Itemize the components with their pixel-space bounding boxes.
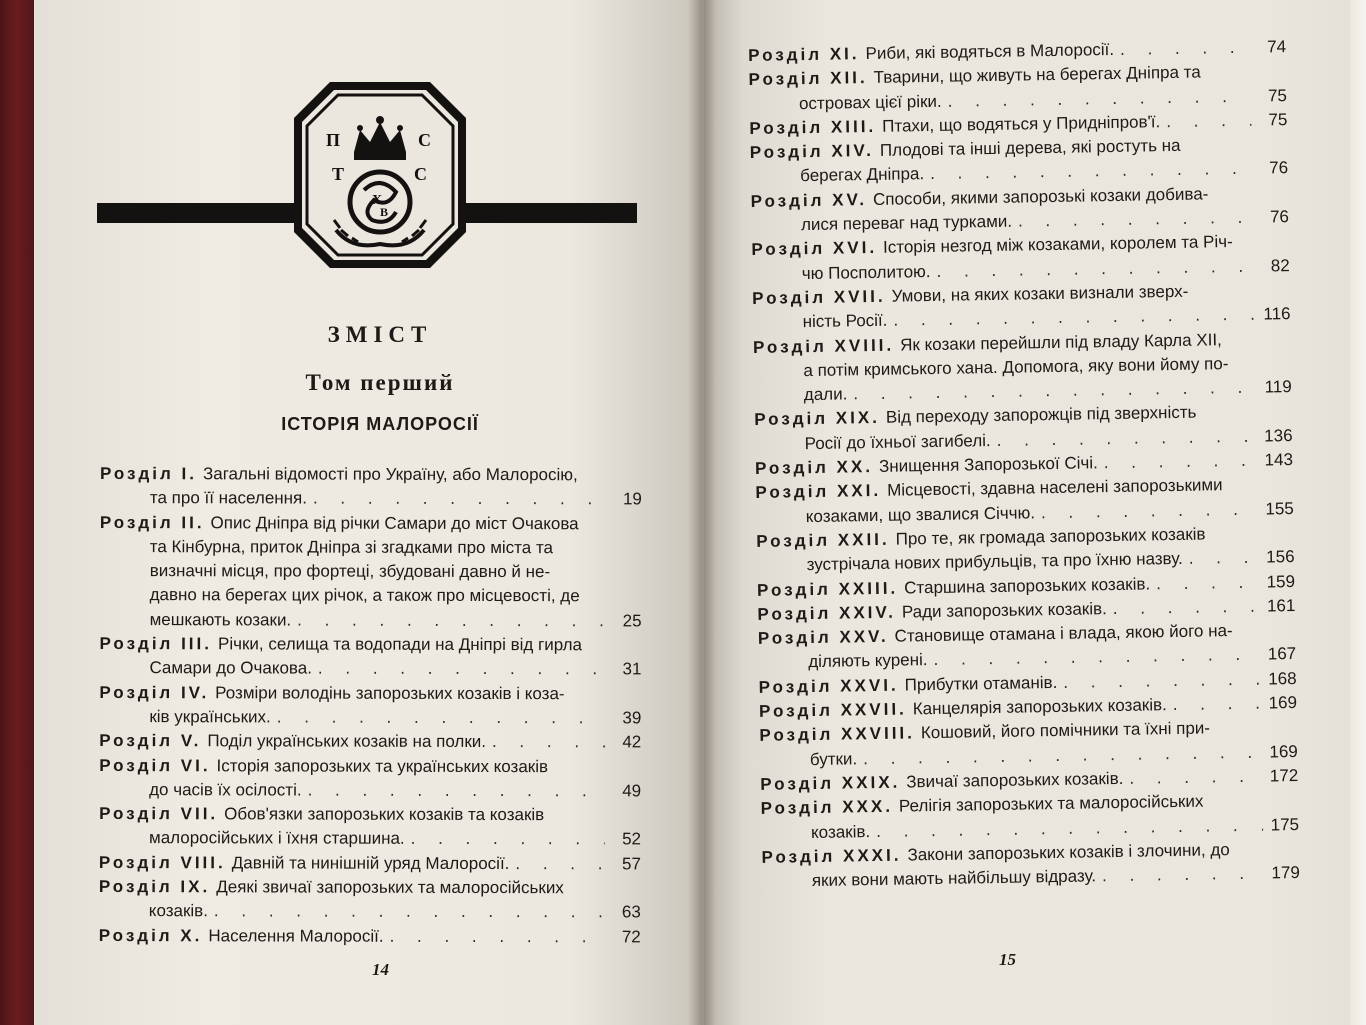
toc-entry: [99, 875, 641, 925]
toc-entry: [760, 788, 1299, 846]
chapter-title-text: лися переваг над турками.: [800, 211, 1013, 235]
chapter-title-text: Історія незгод між козаками, королем та Річ-: [882, 232, 1233, 258]
dot-leader: [1063, 667, 1261, 694]
page-ref: 72: [621, 927, 641, 947]
page-ref: 42: [622, 732, 642, 752]
seal-letter: С: [418, 130, 431, 150]
toc-entry: [758, 618, 1297, 676]
toc-line: [99, 875, 641, 901]
dot-leader: [1166, 109, 1251, 134]
chapter-title-text: Давній та нинішній уряд Малоросії.: [231, 853, 510, 873]
chapter-title-text: Історія запорозьких та українських козаків: [216, 755, 549, 776]
chapter-title-text: діляють курені.: [808, 650, 928, 672]
chapter-title-text: Релігія запорозьких та малоросійських: [898, 791, 1204, 816]
page-ref: 119: [1264, 377, 1292, 397]
dot-leader: [1104, 449, 1258, 476]
chapter-title-text: Плодові та інші дерева, які ростуть на: [879, 136, 1181, 161]
toc-line: [99, 924, 641, 950]
dot-leader: [1129, 764, 1262, 790]
chapter-title-text: Риби, які водяться в Малоросії.: [865, 39, 1115, 64]
dot-leader: [214, 900, 605, 925]
toc-line: [99, 729, 641, 755]
toc-line: [99, 778, 641, 804]
dot-leader: [1113, 594, 1260, 620]
chapter-label: Розділ І.: [99, 464, 198, 484]
toc-entry: [99, 924, 641, 950]
chapter-label: Розділ ІІ.: [99, 512, 205, 532]
chapter-title-text: бутки.: [809, 748, 858, 769]
page-number-left: 14: [372, 960, 389, 979]
page-ref: 19: [622, 489, 642, 509]
dot-leader: [1120, 36, 1250, 62]
chapter-label: Розділ VI.: [99, 755, 211, 775]
page-ref: 168: [1268, 668, 1297, 689]
toc-line: [99, 632, 641, 658]
page-ref: 52: [622, 829, 642, 849]
chapter-title-text: Звичаї запорозьких козаків.: [906, 768, 1124, 792]
chapter-title-text: Умови, на яких козаки визнали зверх-: [891, 281, 1189, 306]
chapter-title-text: Прибутки отаманів.: [904, 672, 1058, 695]
chapter-label: Розділ XXIX.: [760, 772, 901, 794]
chapter-label: Розділ XVI.: [751, 238, 878, 260]
chapter-label: Розділ XIII.: [749, 116, 877, 138]
toc-line: [99, 656, 641, 682]
page-ref: 169: [1269, 741, 1298, 762]
chapter-title-text: Опис Дніпра від річки Самари до міст Очакова: [210, 512, 579, 533]
chapter-label: Розділ XXIII.: [756, 578, 899, 600]
toc-entry: [751, 229, 1290, 287]
dot-leader: [1156, 570, 1259, 596]
toc-entry: [759, 715, 1298, 773]
dot-leader: [313, 487, 606, 512]
toc-line: [99, 681, 641, 707]
dot-leader: [390, 924, 605, 949]
page-ref: 159: [1266, 571, 1296, 592]
chapter-label: Розділ XXII.: [756, 529, 890, 551]
dot-leader: [1018, 206, 1253, 234]
page-ref: 76: [1269, 207, 1290, 227]
toc-entry: [750, 181, 1289, 239]
toc-entry: [753, 327, 1292, 409]
page-ref: 25: [622, 611, 642, 631]
toc-line: [100, 535, 642, 561]
chapter-label: Розділ X.: [98, 925, 203, 945]
seal-letter: П: [326, 130, 341, 150]
chapter-label: Розділ XVIII.: [752, 335, 895, 357]
page-ref: 143: [1264, 450, 1294, 470]
page-ref: 116: [1263, 304, 1291, 324]
chapter-label: Розділ XXIV.: [757, 602, 897, 624]
toc-line: [99, 899, 641, 925]
chapter-title-text: Птахи, що водяться у Придніпров'ї.: [882, 112, 1161, 136]
page-ref: 63: [621, 902, 641, 922]
toc-entry: [756, 521, 1295, 579]
chapter-title-text: Росії до їхньої загибелі.: [804, 430, 991, 453]
dot-leader: [1173, 692, 1262, 717]
chapter-title-text: козаків.: [148, 901, 208, 921]
chapter-title-text: до часів їх осілості.: [149, 779, 302, 800]
toc-entry: [99, 729, 641, 755]
seal-letter: В: [380, 205, 389, 219]
chapter-label: Розділ XIX.: [754, 408, 881, 430]
chapter-title-text: Загальні відомості про Україну, або Малоросію,: [202, 464, 578, 485]
chapter-title-text: Ради запорозьких козаків.: [901, 598, 1107, 622]
chapter-title-text: Про те, як громада запорозьких козаків: [895, 524, 1206, 549]
chapter-title-text: зустрічала нових прибульців, та про їхню назву.: [806, 549, 1183, 575]
dot-leader: [308, 778, 606, 803]
toc-entry: [99, 754, 641, 804]
chapter-title-text: Знищення Запорозької Січі.: [878, 453, 1098, 476]
page-ref: 75: [1267, 85, 1288, 105]
toc-entry: [99, 851, 641, 877]
toc-line: [99, 826, 641, 852]
book-gutter: [688, 0, 716, 1025]
chapter-label: Розділ XXVI.: [758, 675, 899, 697]
toc-left-column: [99, 462, 642, 949]
chapter-title-text: козаками, що звалися Січчю.: [805, 502, 1036, 526]
chapter-title-text: Самари до Очакова.: [149, 658, 312, 678]
toc-line: [100, 511, 642, 537]
toc-line: [99, 851, 641, 877]
chapter-title-text: Кошовий, його помічники та їхні при-: [920, 718, 1211, 743]
chapter-title-text: Місцевості, здавна населені запорозькими: [886, 475, 1223, 501]
page-ref: 169: [1268, 693, 1298, 713]
page-ref: 161: [1266, 595, 1296, 616]
chapter-title-text: та про її населення.: [149, 488, 308, 508]
chapter-title-text: ність Росії.: [802, 310, 888, 332]
chapter-title-text: козаків.: [810, 821, 871, 842]
page-ref: 175: [1270, 814, 1300, 834]
page-ref: 179: [1271, 863, 1300, 883]
seal-letter: С: [414, 164, 427, 184]
chapter-title-text: Населення Малоросії.: [208, 925, 384, 946]
toc-entry: [100, 511, 642, 634]
chapter-label: Розділ ІІІ.: [99, 634, 213, 654]
cover-strip-right: [1350, 0, 1366, 1025]
toc-line: [100, 486, 642, 512]
chapter-title-text: берегах Дніпра.: [800, 164, 925, 186]
chapter-label: Розділ XXXI.: [761, 845, 902, 867]
chapter-title-text: малоросійських і їхня старшина.: [148, 828, 405, 849]
toc-entry: [100, 462, 642, 512]
toc-entry: [755, 472, 1294, 530]
toc-line: [99, 754, 641, 780]
chapter-label: Розділ XX.: [754, 457, 874, 478]
page-ref: 82: [1270, 255, 1290, 276]
chapter-title-text: Закони запорозьких козаків і злочини, до: [907, 839, 1230, 865]
chapter-title-text: Становище отамана і влада, якою його на-: [894, 621, 1233, 646]
toc-entry: [99, 802, 641, 852]
toc-entry: [99, 681, 641, 731]
chapter-label: Розділ XXV.: [757, 626, 889, 649]
dot-leader: [515, 852, 605, 876]
toc-line: [99, 705, 641, 731]
chapter-label: Розділ IX.: [98, 877, 211, 897]
page-ref: 76: [1269, 158, 1289, 178]
page-ref: 167: [1267, 644, 1297, 664]
dot-leader: [277, 705, 606, 730]
toc-entry: [750, 132, 1289, 190]
chapter-title-text: островах цієї ріки.: [798, 91, 942, 113]
chapter-title-text: дали.: [803, 384, 848, 405]
chapter-title-text: та Кінбурна, приток Дніпра зі згадками про міста та: [149, 537, 554, 558]
chapter-title-text: Поділ українських козаків на полки.: [207, 731, 487, 752]
page-number-right: 15: [999, 950, 1016, 969]
seal-letter: Т: [332, 164, 345, 184]
page-ref: 172: [1269, 765, 1299, 786]
page-ref: 75: [1268, 109, 1288, 130]
page-ref: 136: [1264, 425, 1293, 446]
dot-leader: [492, 730, 605, 754]
chapter-label: Розділ VIII.: [98, 852, 226, 873]
chapter-title-text: Обов'язки запорозьких козаків та козаків: [224, 804, 545, 825]
chapter-label: Розділ VII.: [99, 804, 219, 824]
chapter-title-text: ків українських.: [149, 707, 271, 727]
chapter-title-text: Як козаки перейшли під владу Карла XII,: [899, 329, 1222, 355]
page-ref: 57: [622, 854, 641, 874]
page-ref: 156: [1266, 547, 1295, 567]
chapter-label: Розділ XII.: [748, 68, 868, 90]
chapter-label: Розділ V.: [99, 731, 202, 751]
toc-line: [100, 462, 642, 488]
seal-letter: Х: [372, 193, 383, 208]
volume-title: Том перший: [305, 370, 455, 395]
dot-leader: [1041, 497, 1258, 525]
toc-entry: [99, 632, 641, 682]
chapter-title-text: Річки, селища та водопади на Дніпрі від гирла: [217, 634, 583, 655]
chapter-label: Розділ XXVIII.: [759, 723, 916, 746]
dot-leader: [411, 827, 605, 852]
chapter-label: Розділ XV.: [750, 189, 868, 211]
chapter-title-text: а потім кримського хана. Допомога, яку вони йому по-: [803, 353, 1229, 380]
page-ref: 31: [622, 659, 642, 679]
chapter-label: Розділ XXI.: [755, 481, 882, 503]
toc-entry: [754, 399, 1293, 457]
chapter-title-text: Канцелярія запорозьких козаків.: [912, 695, 1167, 719]
page-title: ЗМІСТ: [327, 322, 433, 347]
dot-leader: [1189, 546, 1259, 571]
toc-line: [100, 608, 642, 634]
chapter-title-text: чю Посполитою.: [801, 261, 931, 283]
toc-entry: [748, 59, 1287, 117]
chapter-title-text: Способи, якими запорозькі козаки добива-: [872, 184, 1209, 209]
section-subtitle: ІСТОРІЯ МАЛОРОСІЇ: [281, 414, 479, 434]
toc-right-column: [748, 35, 1300, 894]
chapter-title-text: Старшина запорозьких козаків.: [904, 573, 1151, 598]
dot-leader: [1102, 862, 1264, 889]
page-ref: 155: [1265, 498, 1294, 519]
toc-line: [99, 802, 641, 828]
chapter-title-text: мешкають козаки.: [149, 609, 292, 630]
dot-leader: [318, 657, 606, 682]
toc-entry: [752, 278, 1291, 336]
toc-line: [100, 559, 642, 585]
chapter-label: Розділ XXX.: [760, 796, 894, 819]
chapter-label: Розділ IV.: [99, 682, 210, 702]
toc-line: [100, 583, 642, 609]
chapter-title-text: Від переходу запорожців під зверхність: [885, 403, 1197, 428]
cossack-seal-icon: [292, 80, 468, 270]
chapter-title-text: визначні місця, про фортеці, збудовані давно й не-: [149, 561, 551, 582]
chapter-title-text: Деякі звичаї запорозьких та малоросійських: [216, 877, 564, 898]
dot-leader: [297, 608, 605, 633]
chapter-title-text: яких вони мають найбільшу відразу.: [811, 866, 1097, 891]
chapter-title-text: Розміри володінь запорозьких козаків і коза-: [215, 682, 565, 703]
chapter-label: Розділ XVII.: [752, 286, 886, 308]
page-ref: 39: [622, 708, 642, 728]
page-ref: 74: [1267, 37, 1287, 57]
chapter-title-text: Тварини, що живуть на берегах Дніпра та: [873, 62, 1201, 88]
page-ref: 49: [622, 781, 642, 801]
toc-entry: [761, 837, 1300, 895]
chapter-label: Розділ XIV.: [749, 141, 875, 163]
chapter-label: Розділ XI.: [748, 44, 860, 65]
chapter-title-text: давно на берегах цих річок, а також про місцевості, де: [149, 585, 580, 606]
chapter-label: Розділ XXVII.: [758, 699, 907, 721]
